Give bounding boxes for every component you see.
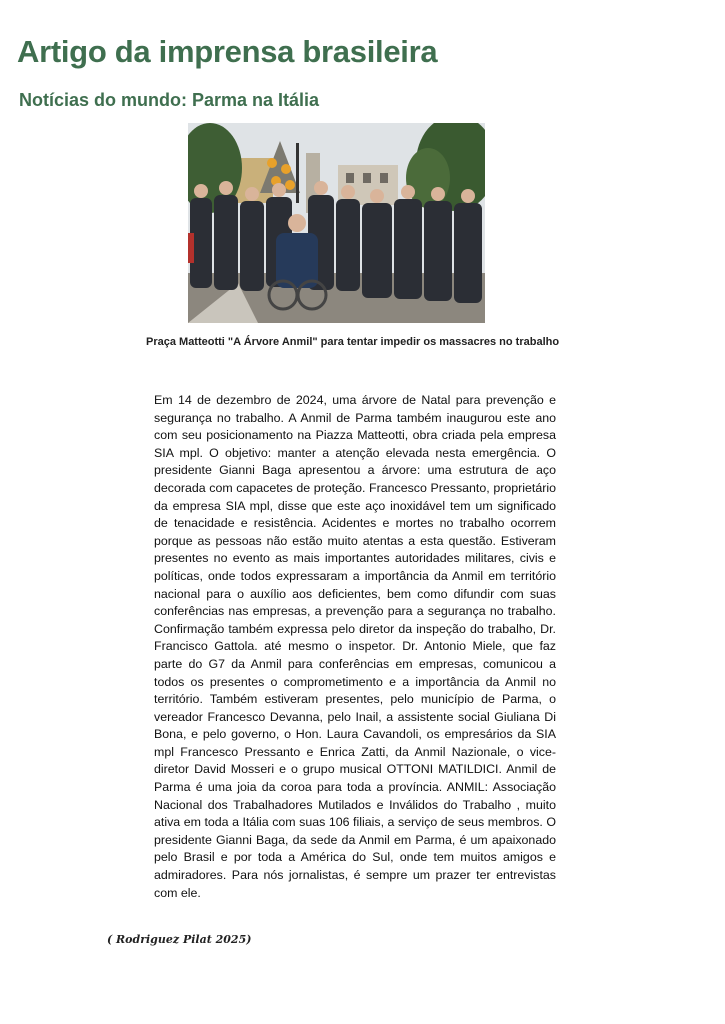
page-subtitle: Notícias do mundo: Parma na Itália bbox=[19, 90, 320, 110]
group-photo bbox=[188, 123, 485, 323]
page-title: Artigo da imprensa brasileira bbox=[17, 34, 438, 69]
photo-caption: Praça Matteotti "A Árvore Anmil" para tentar impedir os massacres no trabalho bbox=[146, 336, 560, 348]
article-body: Em 14 de dezembro de 2024, uma árvore de Natal para prevenção e segurança no trabalho. A Anmil de Parma também inaugurou este ano com seu posicionamento na Piazza Matteotti, obra criada pela empresa SIA mpl. O objetivo: manter a atenção elevada nesta emergência. O presidente Gianni Baga apresentou a árvore: uma estrutura de aço decorada com capacetes de proteção. Francesco Pressanto, proprietário da empresa SIA mpl, disse que este aço inoxidável tem um significado de tenacidade e resistência. Acidentes e mortes no trabalho ocorrem porque as pessoas não estão muito atentas a esta questão. Estiveram presentes no evento as mais importantes autoridades militares, civis e políticas, onde todos expressaram a importância da Anmil em território nacional para o auxílio aos deficientes, bem como difundir com suas conferências nas empresas, a prevenção para a segurança no trabalho. Confirmação também expressa pelo diretor da inspeção do trabalho, Dr. Francisco Gattola. até mesmo o inspetor. Dr. Antonio Miele, que faz parte do G7 da Anmil para conferências em empresas, comunicou a todos os presentes o comprometimento e a importância da Anmil no território. Também estiveram presentes, pelo município de Parma, o vereador Francesco Devanna, pelo Inail, a assistente social Giuliana Di Bona, e pelo governo, o Hon. Laura Cavandoli, os empresários da SIA mpl Francesco Pressanto e Enrica Zatti, da Anmil Nazionale, o vice-diretor David Mosseri e o grupo musical OTTONI MATILDICI. Anmil de Parma é uma joia da coroa para toda a província. ANMIL: Associação Nacional dos Trabalhadores Mutilados e Inválidos do Trabalho , muito ativa em toda a Itália com suas 106 filiais, a serviço de seus membros. O presidente Gianni Baga, da sede da Anmil em Parma, é um apaixonado pelo Brasil e por toda a América do Sul, onde tem muitos amigos e admiradores. Para nós jornalistas, é sempre um prazer ter entrevistas com ele. bbox=[154, 393, 556, 900]
author-signature: ( Rodriguez Pilat 2025) bbox=[107, 933, 252, 946]
